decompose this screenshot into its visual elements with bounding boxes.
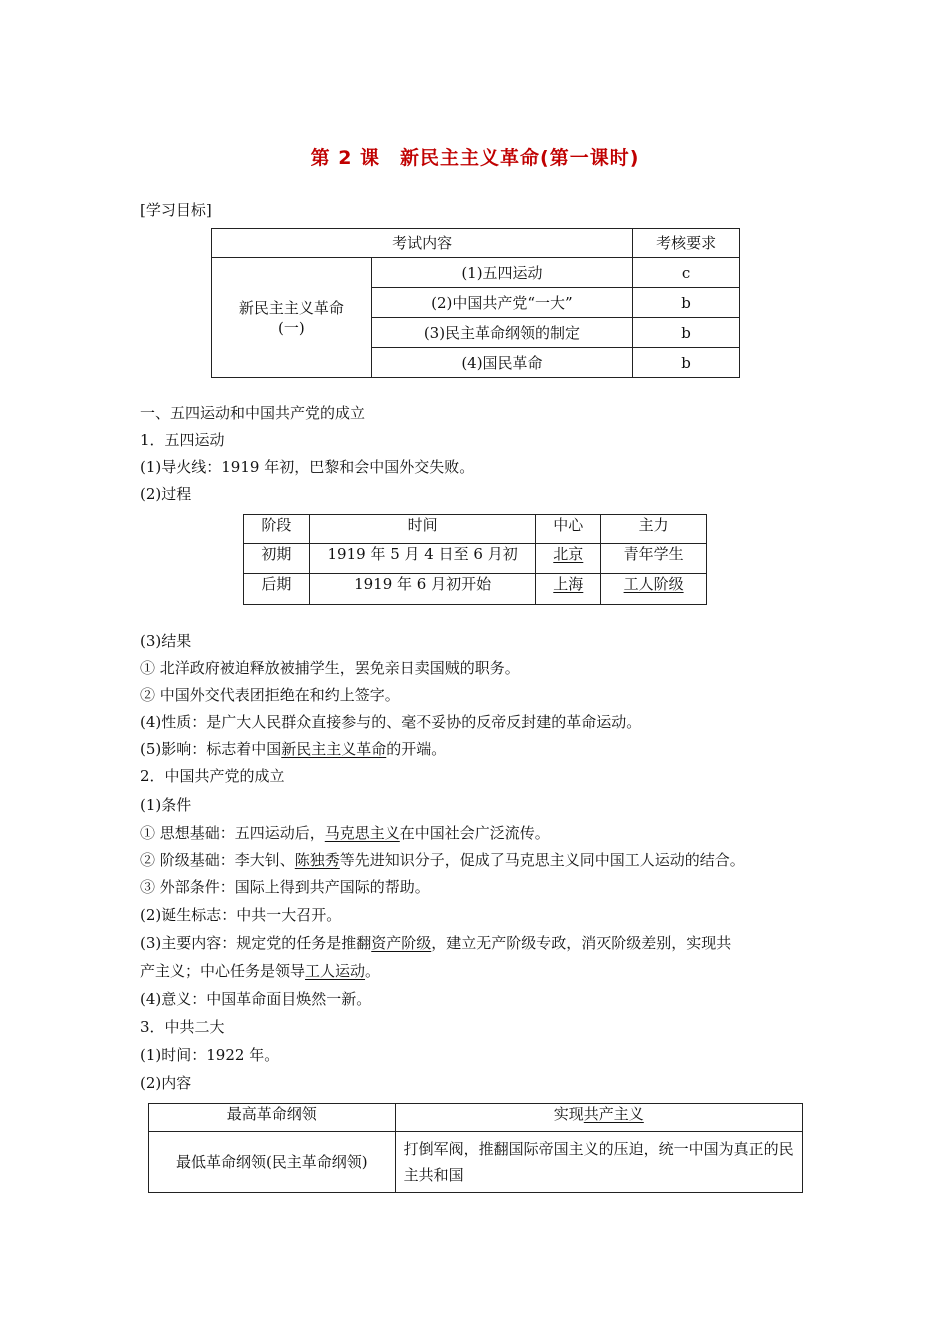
text-line: (1)时间：1922 年。: [140, 1046, 280, 1064]
header-force: 主力: [601, 515, 707, 544]
text-line: (5)影响：标志着中国新民主主义革命的开端。: [140, 740, 447, 758]
group-label: 新民主主义革命 (一): [212, 258, 372, 378]
center-cell: 北京: [536, 544, 601, 574]
time-cell: 1919 年 5 月 4 日至 6 月初: [309, 544, 536, 574]
program-label: 最低革命纲领(民主革命纲领): [149, 1132, 396, 1193]
text-line: (4)意义：中国革命面目焕然一新。: [140, 990, 372, 1008]
center-cell: 上海: [536, 574, 601, 605]
goal-item: (1)五四运动: [371, 258, 632, 288]
section-heading: 一、五四运动和中国共产党的成立: [140, 404, 366, 422]
goal-level: b: [633, 288, 740, 318]
subsection-heading: 2．中国共产党的成立: [140, 767, 285, 785]
text-line: ① 思想基础：五四运动后，马克思主义在中国社会广泛流传。: [140, 824, 550, 842]
goal-level: b: [633, 318, 740, 348]
page-title: 第 2 课 新民主主义革命(第一课时): [310, 147, 640, 169]
force-cell: 工人阶级: [601, 574, 707, 605]
text-line: (3)结果: [140, 632, 192, 650]
text-line: (2)诞生标志：中共一大召开。: [140, 906, 342, 924]
program-content: 打倒军阀，推翻国际帝国主义的压迫，统一中国为真正的民主共和国: [395, 1132, 802, 1193]
text-line: (1)导火线：1919 年初，巴黎和会中国外交失败。: [140, 458, 475, 476]
text-line: (2)过程: [140, 485, 192, 503]
program-table: [148, 1103, 803, 1193]
header-time: 时间: [309, 515, 536, 544]
goal-item: (2)中国共产党“一大”: [371, 288, 632, 318]
text-line: ② 中国外交代表团拒绝在和约上签字。: [140, 686, 400, 704]
program-content: 实现共产主义: [395, 1104, 802, 1132]
stage-cell: 初期: [244, 544, 310, 574]
text-line: ② 阶级基础：李大钊、陈独秀等先进知识分子，促成了马克思主义同中国工人运动的结合。: [140, 851, 745, 869]
goal-level: b: [633, 348, 740, 378]
goal-item: (4)国民革命: [371, 348, 632, 378]
text-line: (2)内容: [140, 1074, 192, 1092]
goal-level: c: [633, 258, 740, 288]
program-label: 最高革命纲领: [149, 1104, 396, 1132]
subsection-heading: 1．五四运动: [140, 431, 225, 449]
subsection-heading: 3．中共二大: [140, 1018, 225, 1036]
text-line: (3)主要内容：规定党的任务是推翻资产阶级，建立无产阶级专政，消灭阶级差别，实现共: [140, 934, 732, 952]
goals-label: [学习目标]: [140, 201, 212, 219]
header-stage: 阶段: [244, 515, 310, 544]
stage-cell: 后期: [244, 574, 310, 605]
header-requirement: 考核要求: [633, 229, 740, 258]
goals-table: [211, 228, 740, 378]
text-line: (4)性质：是广大人民群众直接参与的、毫不妥协的反帝反封建的革命运动。: [140, 713, 642, 731]
time-cell: 1919 年 6 月初开始: [309, 574, 536, 605]
goal-item: (3)民主革命纲领的制定: [371, 318, 632, 348]
text-line: (1)条件: [140, 796, 192, 814]
process-table: [243, 514, 707, 605]
text-line: 产主义；中心任务是领导工人运动。: [140, 962, 381, 980]
header-center: 中心: [536, 515, 601, 544]
force-cell: 青年学生: [601, 544, 707, 574]
text-line: ① 北洋政府被迫释放被捕学生，罢免亲日卖国贼的职务。: [140, 659, 520, 677]
header-content: 考试内容: [212, 229, 633, 258]
text-line: ③ 外部条件：国际上得到共产国际的帮助。: [140, 878, 430, 896]
